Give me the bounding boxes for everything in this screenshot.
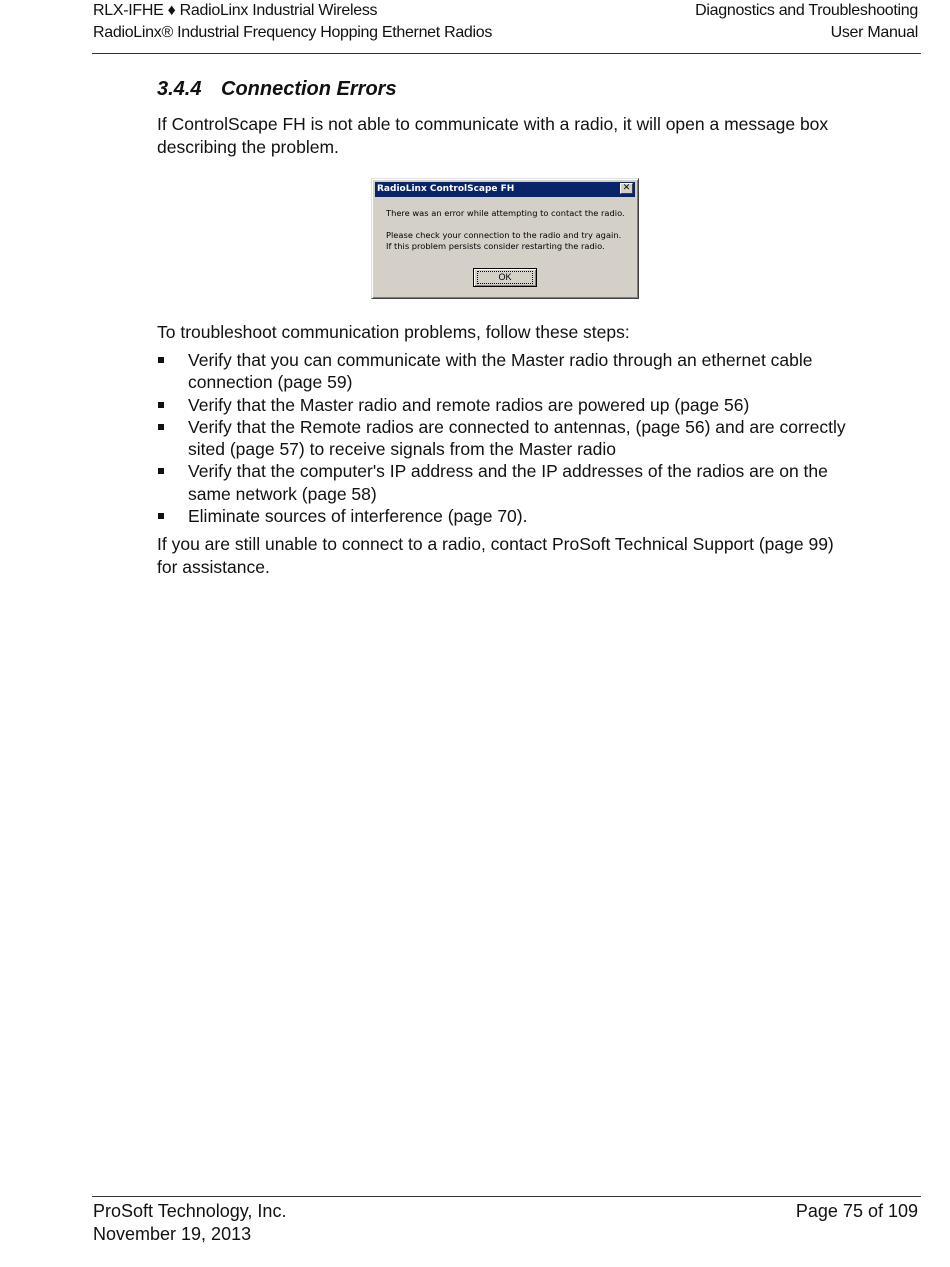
list-item: Verify that the computer's IP address and the IP addresses of the radios are on the same network (page 58): [157, 460, 857, 505]
ok-button[interactable]: [473, 268, 537, 287]
list-item: Verify that the Remote radios are connected to antennas, (page 56) and are correctly sited (page 57) to receive signals from the Master radio: [157, 416, 857, 461]
header-product-line: RLX-IFHE ♦ RadioLinx Industrial Wireless: [93, 2, 378, 19]
list-item: Verify that the Master radio and remote radios are powered up (page 56): [157, 394, 857, 416]
closing-paragraph: If you are still unable to connect to a radio, contact ProSoft Technical Support (page 99) for assistance.: [157, 534, 834, 577]
page-number: Page 75 of 109: [795, 1201, 918, 1221]
intro-paragraph: If ControlScape FH is not able to communicate with a radio, it will open a message box describing the problem.: [157, 114, 829, 157]
dialog-titlebar: [375, 182, 635, 197]
error-dialog-screenshot: [371, 178, 639, 299]
header-product-name: RadioLinx® Industrial Frequency Hopping Ethernet Radios: [93, 24, 493, 41]
section-heading: [157, 78, 397, 101]
section-number: 3.4.4: [157, 78, 202, 100]
footer-left: [93, 1200, 286, 1245]
footer-company: ProSoft Technology, Inc.: [93, 1201, 287, 1221]
header-doc-type: User Manual: [830, 24, 918, 41]
footer-date: November 19, 2013: [93, 1223, 252, 1244]
close-icon[interactable]: ✕: [620, 183, 633, 194]
header-right: [695, 0, 918, 44]
dialog-title: RadioLinx ControlScape FH: [377, 184, 515, 194]
dialog-message-line: There was an error while attempting to contact the radio.: [386, 208, 625, 218]
header-left: [93, 0, 492, 44]
footer-divider: [92, 1196, 921, 1197]
dialog-message-line: Please check your connection to the radio and try again.: [386, 230, 622, 240]
list-item: Eliminate sources of interference (page 70).: [157, 505, 857, 527]
dialog-message-line: If this problem persists consider restarting the radio.: [386, 241, 605, 251]
steps-list: [157, 349, 857, 527]
header-chapter: Diagnostics and Troubleshooting: [695, 2, 918, 19]
section-title: Connection Errors: [221, 78, 397, 100]
list-item: Verify that you can communicate with the Master radio through an ethernet cable connection (page 59): [157, 349, 857, 394]
ok-button-label: OK: [477, 271, 532, 284]
header-divider: [92, 53, 921, 54]
steps-intro: To troubleshoot communication problems, follow these steps:: [157, 322, 630, 342]
